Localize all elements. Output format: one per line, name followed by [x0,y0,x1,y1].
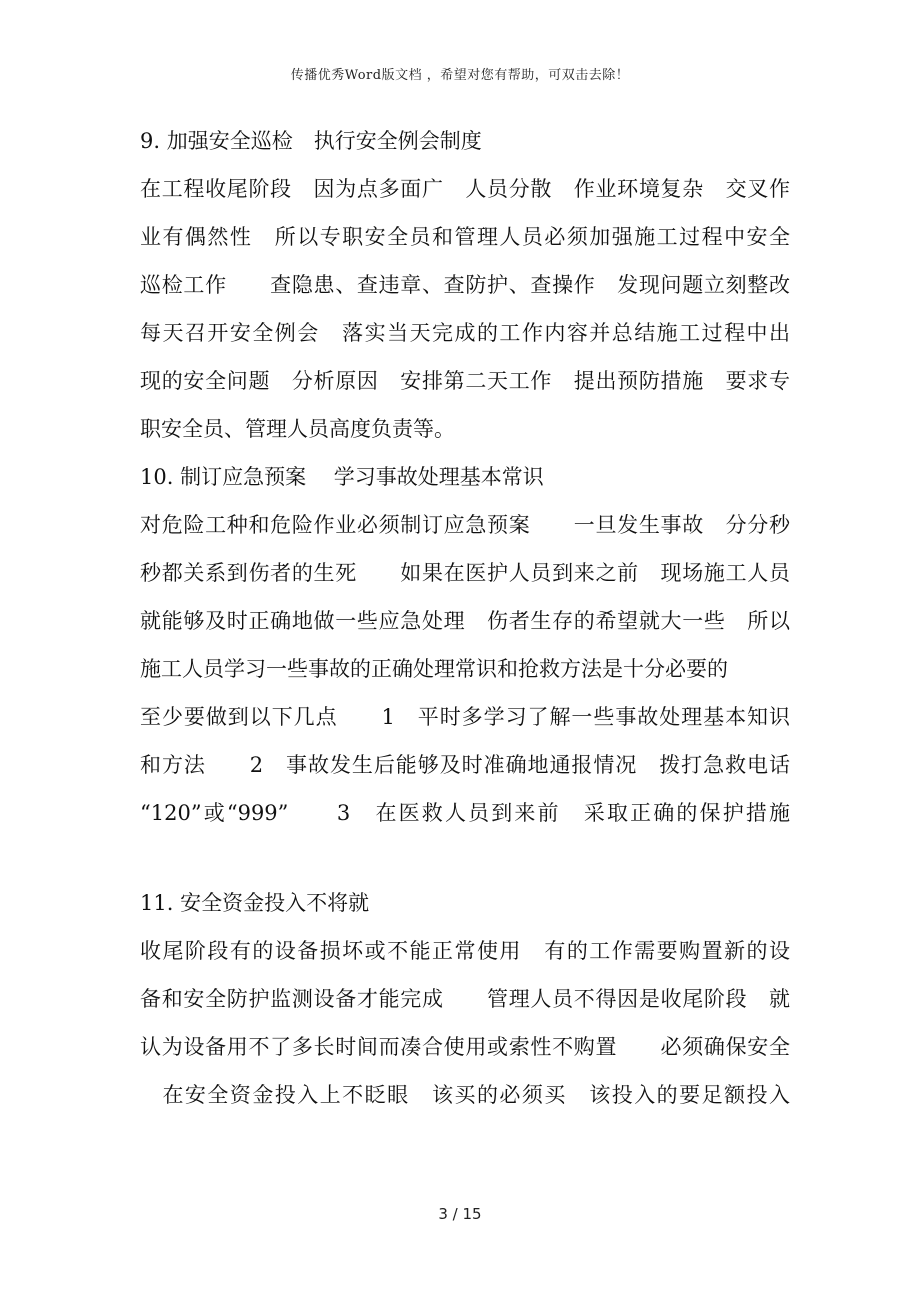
section-9-line-6: 职安全员、管理人员高度负责等。 [140,417,455,441]
section-10-line-7: “120”或“999” 3 在医救人员到来前 采取正确的保护措施 [140,801,790,825]
section-9-line-5: 现的安全问题 分析原因 安排第二天工作 提出预防措施 要求专 [140,369,790,393]
section-10-line-2: 秒都关系到伤者的生死 如果在医护人员到来之前 现场施工人员 [140,561,790,585]
section-11-line-1: 收尾阶段有的设备损坏或不能正常使用 有的工作需要购置新的设 [140,939,790,963]
document-body [140,117,790,1119]
section-9-line-2: 业有偶然性 所以专职安全员和管理人员必须加强施工过程中安全 [140,225,790,249]
section-9-line-3: 巡检工作 查隐患、查违章、查防护、查操作 发现问题立刻整改 [140,273,790,297]
section-11-line-2: 备和安全防护监测设备才能完成 管理人员不得因是收尾阶段 就 [140,987,790,1011]
section-10-line-1: 对危险工种和危险作业必须制订应急预案 一旦发生事故 分分秒 [140,513,790,537]
section-10-line-6: 和方法 2 事故发生后能够及时准确地通报情况 拨打急救电话 [140,753,790,777]
section-11-heading: 11. 安全资金投入不将就 [140,891,370,915]
section-10-line-5: 至少要做到以下几点 1 平时多学习了解一些事故处理基本知识 [140,705,790,729]
section-10-heading: 10. 制订应急预案 学习事故处理基本常识 [140,465,544,489]
page-number: 3 / 15 [438,1205,482,1223]
section-9-heading: 9. 加强安全巡检 执行安全例会制度 [140,129,482,153]
document-header-note: 传播优秀Word版文档 ，希望对您有帮助，可双击去除！ [290,68,630,83]
section-11-line-3: 认为设备用不了多长时间而凑合使用或索性不购置 必须确保安全 [140,1035,790,1059]
section-9-line-4: 每天召开安全例会 落实当天完成的工作内容并总结施工过程中出 [140,321,790,345]
section-10-line-4: 施工人员学习一些事故的正确处理常识和抢救方法是十分必要的 [140,657,728,681]
section-9-line-1: 在工程收尾阶段 因为点多面广 人员分散 作业环境复杂 交叉作 [140,177,790,201]
section-11-line-4: 在安全资金投入上不眨眼 该买的必须买 该投入的要足额投入 [140,1083,790,1107]
section-spacer [140,837,790,879]
section-10-line-3: 就能够及时正确地做一些应急处理 伤者生存的希望就大一些 所以 [140,609,790,633]
